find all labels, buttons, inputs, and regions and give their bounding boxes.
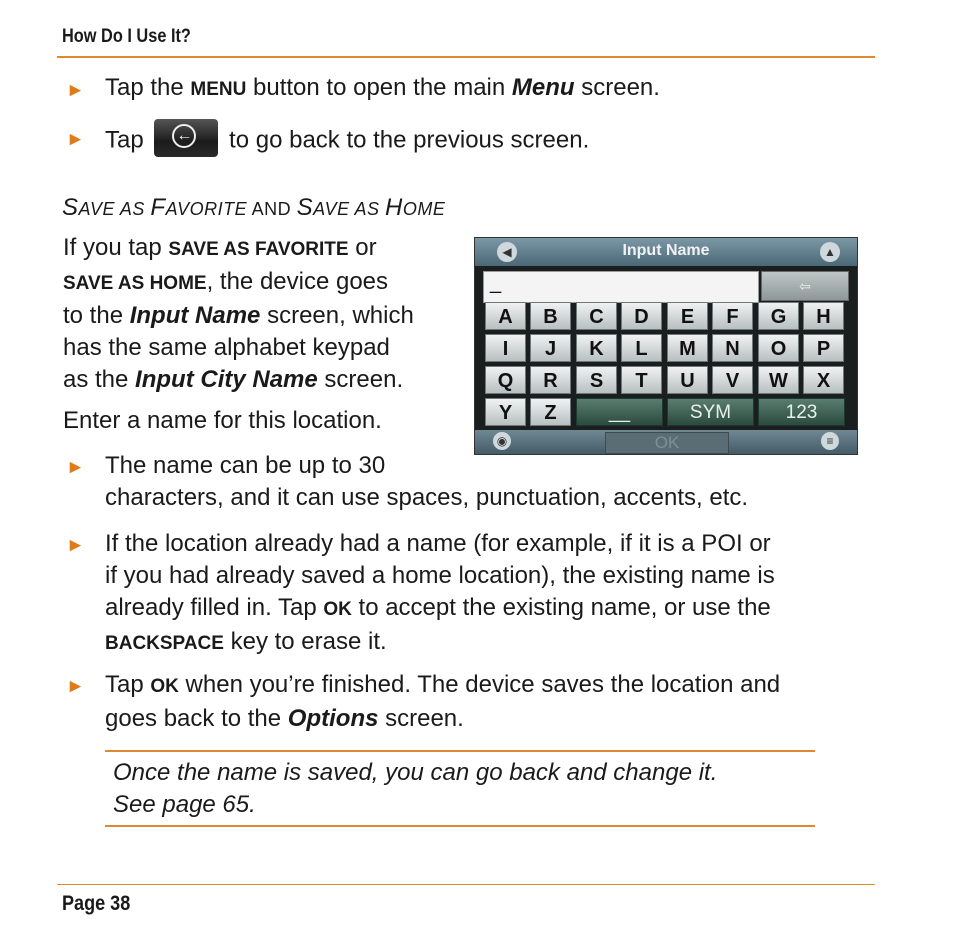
up-icon: ▲ — [820, 242, 840, 262]
ok-key: OK — [605, 432, 729, 454]
key-k: K — [576, 334, 617, 362]
back-button-icon: ← — [154, 119, 218, 157]
key-g: G — [758, 302, 799, 330]
note-bottom-rule — [105, 825, 815, 827]
name-input — [483, 271, 759, 303]
key-f: F — [712, 302, 753, 330]
bullet-name-length: The name can be up to 30 characters, and it can use spaces, punctuation, accents, etc. — [105, 452, 749, 511]
key-q: Q — [485, 366, 526, 394]
key-y: Y — [485, 398, 526, 426]
bullet-arrow-icon: ► — [66, 129, 85, 150]
sym-key: SYM — [667, 398, 754, 426]
key-u: U — [667, 366, 708, 394]
footer-rule — [57, 884, 875, 885]
header-rule — [57, 56, 875, 58]
device-screenshot — [474, 237, 858, 455]
key-n: N — [712, 334, 753, 362]
key-s: S — [576, 366, 617, 394]
header-title: How Do I Use It? — [62, 26, 191, 47]
bullet-existing-name: If the location already had a name (for example, if it is a POI or if you had already saved a home location), the existing name is already filled in. Tap OK to accept the existing name, or use the BACKSPACE key to erase it. — [105, 530, 775, 655]
bullet-arrow-icon: ► — [66, 457, 85, 478]
enter-name-text: Enter a name for this location. — [63, 407, 382, 434]
back-icon: ◀ — [497, 242, 517, 262]
note-text: Once the name is saved, you can go back and change it. See page 65. — [113, 759, 718, 818]
key-b: B — [530, 302, 571, 330]
num-key: 123 — [758, 398, 845, 426]
volume-icon: ◉ — [493, 432, 511, 450]
key-t: T — [621, 366, 662, 394]
key-l: L — [621, 334, 662, 362]
menu-icon: ≡ — [821, 432, 839, 450]
key-o: O — [758, 334, 799, 362]
key-c: C — [576, 302, 617, 330]
bullet-menu: Tap the MENU button to open the main Menu screen. — [105, 74, 660, 101]
backspace-key: ⇦ — [761, 271, 849, 301]
device-title: Input Name — [622, 242, 710, 259]
bullet-back: Tap ← to go back to the previous screen. — [105, 122, 589, 160]
input-cursor: _ — [490, 272, 502, 294]
key-h: H — [803, 302, 844, 330]
key-w: W — [758, 366, 799, 394]
key-i: I — [485, 334, 526, 362]
key-j: J — [530, 334, 571, 362]
bullet-arrow-icon: ► — [66, 80, 85, 101]
space-key: __ — [576, 398, 663, 426]
intro-paragraph: If you tap SAVE AS FAVORITE or SAVE AS HOME, the device goes to the Input Name screen, which has the same alphabet keypad as the Input City Name screen. — [63, 234, 414, 393]
key-e: E — [667, 302, 708, 330]
key-r: R — [530, 366, 571, 394]
bullet-arrow-icon: ► — [66, 676, 85, 697]
section-title: SAVE AS FAVORITE AND SAVE AS HOME — [62, 194, 446, 221]
bullet-tap-ok: Tap OK when you’re finished. The device saves the location and goes back to the Options screen. — [105, 671, 781, 732]
note-top-rule — [105, 750, 815, 752]
key-p: P — [803, 334, 844, 362]
key-x: X — [803, 366, 844, 394]
key-v: V — [712, 366, 753, 394]
key-a: A — [485, 302, 526, 330]
page-number: Page 38 — [62, 892, 131, 915]
key-d: D — [621, 302, 662, 330]
key-m: M — [667, 334, 708, 362]
key-z: Z — [530, 398, 571, 426]
bullet-arrow-icon: ► — [66, 535, 85, 556]
